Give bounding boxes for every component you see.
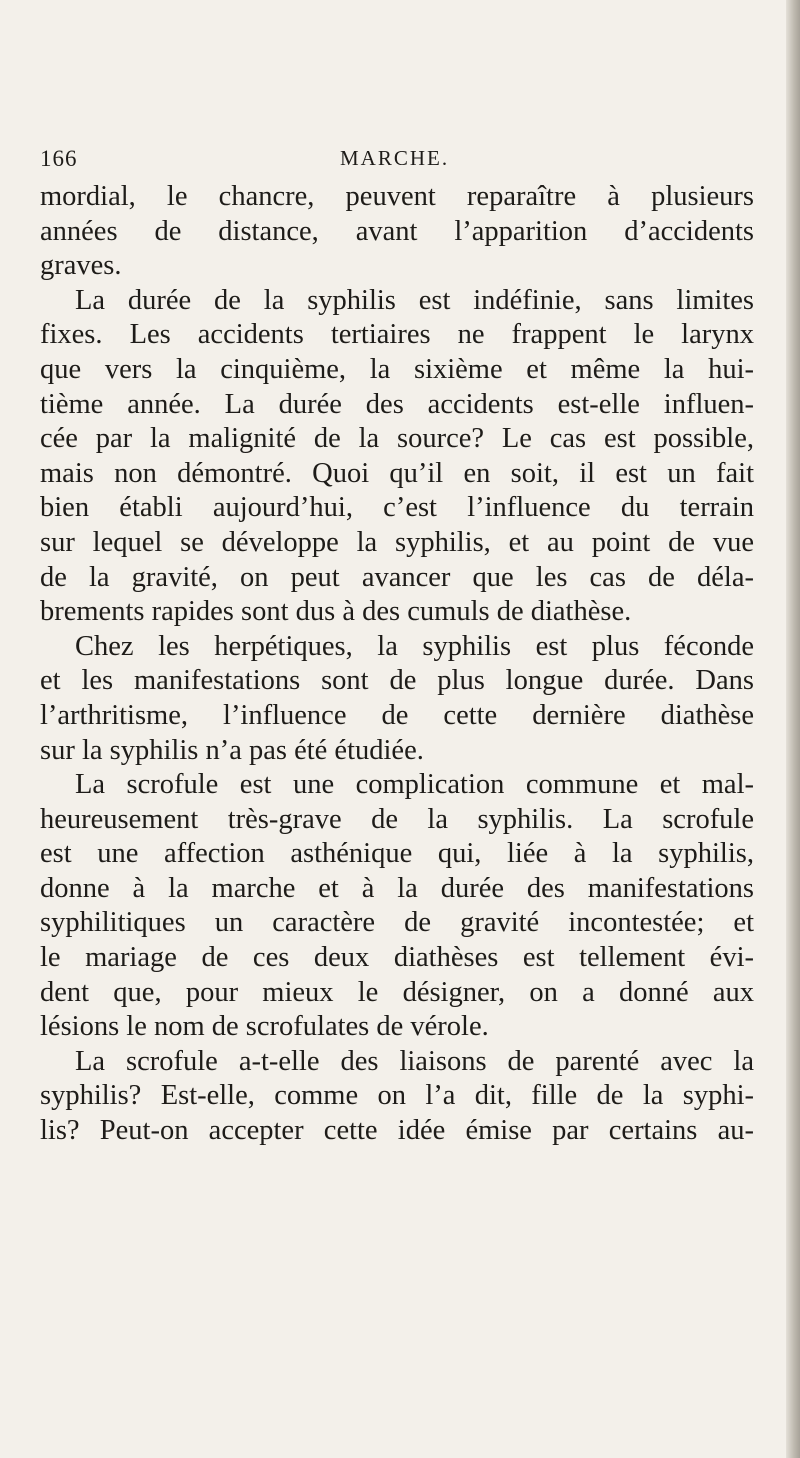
text-line: La durée de la syphilis est indéfinie, sans limites (75, 284, 754, 316)
text-line: syphilitiques un caractère de gravité incontestée; et (40, 907, 754, 939)
text-line: donne à la marche et à la durée des manifestations (40, 872, 754, 904)
text-line: l’arthritisme, l’influence de cette dernière diathèse (40, 699, 754, 731)
text-line: mais non démontré. Quoi qu’il en soit, il est un fait (40, 457, 754, 489)
body-text (40, 180, 754, 1149)
running-head: MARCHE. (340, 146, 450, 170)
page-edge-shadow (786, 0, 800, 1458)
text-line: dent que, pour mieux le désigner, on a donné aux (40, 976, 754, 1008)
text-line: bien établi aujourd’hui, c’est l’influence du terrain (40, 492, 754, 524)
text-line: tième année. La durée des accidents est-elle influen- (40, 388, 754, 420)
text-line: fixes. Les accidents tertiaires ne frappent le larynx (40, 319, 754, 351)
text-line: lis? Peut-on accepter cette idée émise par certains au- (40, 1115, 754, 1147)
page-number: 166 (40, 146, 78, 171)
text-line: de la gravité, on peut avancer que les cas de déla- (40, 561, 754, 593)
text-line: syphilis? Est-elle, comme on l’a dit, fille de la syphi- (40, 1080, 754, 1112)
text-line: mordial, le chancre, peuvent reparaître à plusieurs (40, 181, 754, 212)
text-line: lésions le nom de scrofulates de vérole. (40, 1011, 489, 1043)
text-line: La scrofule a-t-elle des liaisons de parenté avec la (75, 1045, 754, 1077)
text-line: sur la syphilis n’a pas été étudiée. (40, 734, 424, 766)
text-line: est une affection asthénique qui, liée à la syphilis, (40, 838, 754, 870)
text-line: La scrofule est une complication commune et mal- (75, 769, 754, 801)
text-line: Chez les herpétiques, la syphilis est plus féconde (75, 630, 754, 662)
text-line: brements rapides sont dus à des cumuls de diathèse. (40, 596, 632, 628)
page-header (40, 146, 756, 176)
text-line: sur lequel se développe la syphilis, et au point de vue (40, 526, 754, 558)
text-line: cée par la malignité de la source? Le cas est possible, (40, 423, 754, 455)
text-line: années de distance, avant l’apparition d’accidents (40, 215, 754, 247)
text-line: le mariage de ces deux diathèses est tellement évi- (40, 942, 754, 974)
text-line: et les manifestations sont de plus longue durée. Dans (40, 665, 754, 697)
text-line: graves. (40, 250, 122, 282)
text-line: que vers la cinquième, la sixième et même la hui- (40, 353, 754, 385)
text-line: heureusement très-grave de la syphilis. La scrofule (40, 803, 754, 835)
